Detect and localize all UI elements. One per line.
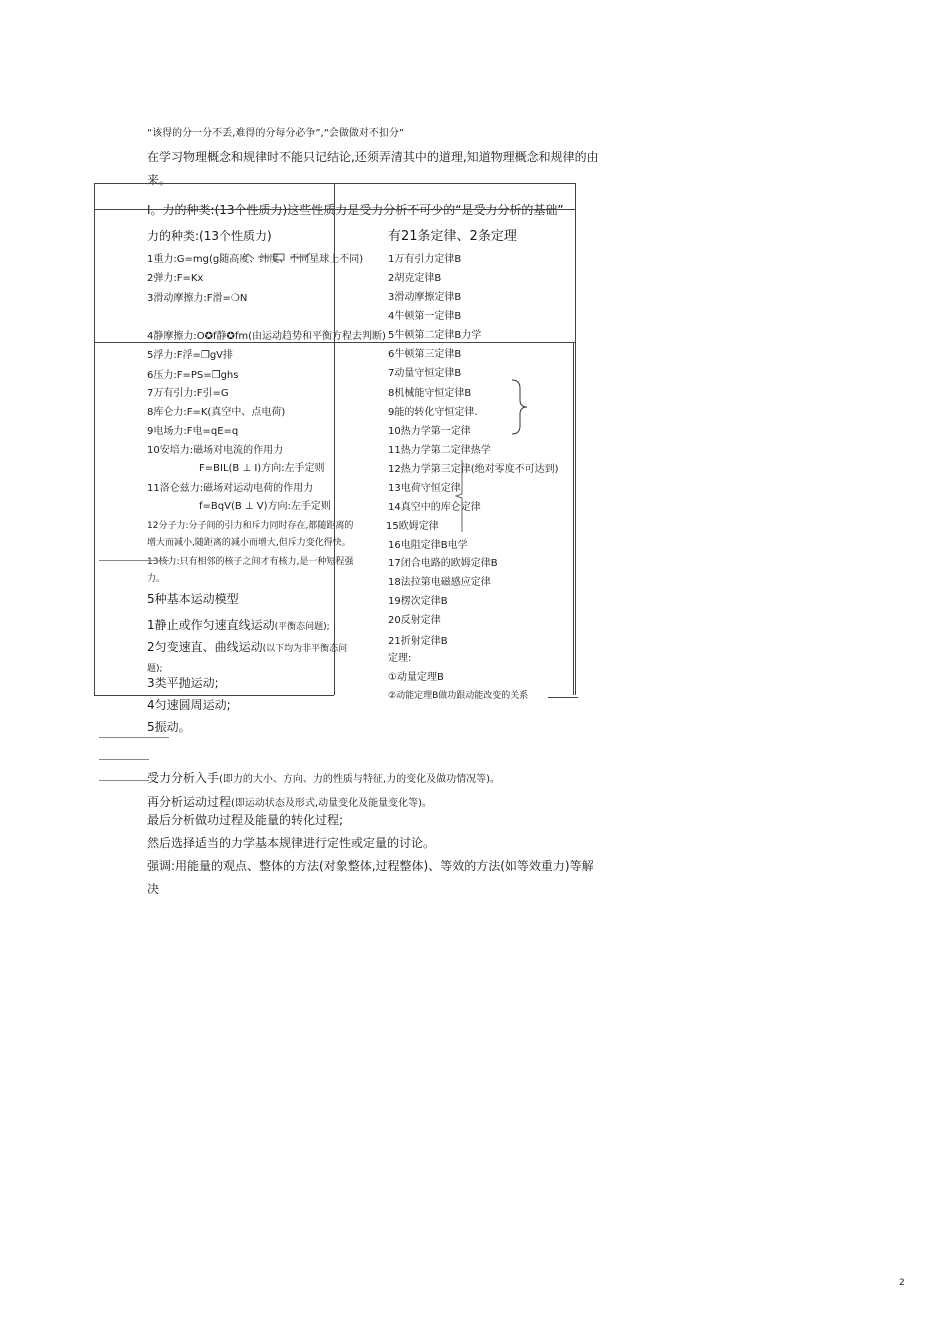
force-item: 3滑动摩擦力:F滑=❍N	[147, 293, 248, 304]
force-item: 7万有引力:F引=G	[147, 388, 229, 399]
force-item: 12分子力:分子间的引力和斥力同时存在,都随距离的	[147, 521, 354, 531]
stray-line	[99, 780, 149, 781]
force-item: 10安培力:磁场对电流的作用力	[147, 445, 284, 456]
forces-title: 力的种类:(13个性质力)	[147, 229, 272, 243]
stray-line	[99, 759, 149, 760]
force-item: 13核力:只有相邻的核子之间才有核力,是一种短程强	[147, 557, 354, 567]
law-item: ②动能定理B做功跟动能改变的关系	[388, 691, 529, 701]
analysis-line: 最后分析做功过程及能量的转化过程;	[147, 813, 344, 827]
law-item: 1万有引力定律B	[388, 254, 462, 265]
law-item: 2胡克定律B	[388, 273, 442, 284]
left-bracket-icon	[452, 458, 468, 534]
intro-line-2: 来。	[147, 173, 172, 187]
law-item: 18法拉第电磁感应定律	[388, 577, 491, 588]
law-item: 4牛顿第一定律B	[388, 311, 462, 322]
force-item: 8库仑力:F=K(真空中、点电荷)	[147, 407, 286, 418]
right-brace-icon	[508, 378, 532, 436]
scribble-mark-icon	[240, 251, 312, 263]
section-heading: I。力的种类:(13个性质力)这些性质力是受力分析不可少的“是受力分析的基础”	[147, 203, 564, 217]
law-item: 5牛顿第二定律B力学	[388, 330, 482, 341]
intro-line-1: 在学习物理概念和规律时不能只记结论,还须弄清其中的道理,知道物理概念和规律的由	[147, 150, 599, 164]
law-item: 16电阻定律B电学	[388, 540, 468, 551]
law-item: 14真空中的库仑定律	[388, 502, 481, 513]
motion-item: 5振动。	[147, 720, 191, 734]
force-item: 11洛仑兹力:磁场对运动电荷的作用力	[147, 483, 314, 494]
law-item: 定理:	[388, 653, 412, 664]
law-item: 13电荷守恒定律	[388, 483, 461, 494]
law-item: 11热力学第二定律热学	[388, 445, 491, 456]
stray-line	[99, 560, 169, 561]
law-item: ①动量定理B	[388, 672, 444, 683]
analysis-line: 强调:用能量的观点、整体的方法(对象整体,过程整体)、等效的方法(如等效重力)等解	[147, 859, 594, 873]
law-item: 15欧姆定律	[386, 521, 439, 532]
laws-title: 有21条定律、2条定理	[388, 229, 517, 244]
analysis-line: 受力分析入手(即力的大小、方向、力的性质与特征,力的变化及做功情况等)。	[147, 771, 500, 785]
force-item: 9电场力:F电=qE=q	[147, 426, 239, 437]
force-item: 增大而减小,随距离的减小而增大,但斥力变化得快。	[147, 538, 351, 548]
force-item: f=BqV(B ⊥ V)方向:左手定则	[199, 501, 331, 512]
motion-title: 5种基本运动模型	[147, 592, 239, 606]
law-item: 8机械能守恒定律B	[388, 388, 472, 399]
law-item: 9能的转化守恒定律.	[388, 407, 478, 418]
analysis-line: 决	[147, 882, 160, 896]
motion-item: 2匀变速直、曲线运动(以下均为非平衡态问	[147, 640, 348, 654]
law-item: 21折射定律B	[388, 636, 448, 647]
force-item: 5浮力:F浮=❐gV排	[147, 350, 234, 361]
force-item: F=BIL(B ⊥ I)方向:左手定则	[199, 463, 325, 474]
law-item: 17闭合电路的欧姆定律B	[388, 558, 498, 569]
force-item: 6压力:F=PS=❐ghs	[147, 370, 239, 381]
law-item: 7动量守恒定律B	[388, 368, 462, 379]
law-item: 12热力学第三定律(绝对零度不可达到)	[388, 464, 559, 475]
law-item: 3滑动摩擦定律B	[388, 292, 462, 303]
law-item: 19楞次定律B	[388, 596, 448, 607]
stray-line	[99, 737, 169, 738]
analysis-line: 然后选择适当的力学基本规律进行定性或定量的讨论。	[147, 836, 436, 850]
law-item: 6牛顿第三定律B	[388, 349, 462, 360]
motion-item: 1静止或作匀速直线运动(平衡态问题);	[147, 618, 330, 632]
motion-item: 4匀速圆周运动;	[147, 698, 231, 712]
force-item: 1重力:G=mg(g随高度、纬度、不同星球上不同)	[147, 254, 364, 265]
law-item: 20反射定律	[388, 615, 441, 626]
force-item: 2弹力:F=Kx	[147, 273, 204, 284]
force-item: 力。	[147, 574, 166, 584]
page-number: 2	[899, 1278, 905, 1288]
analysis-line: 再分析运动过程(即运动状态及形式,动量变化及能量变化等)。	[147, 795, 432, 809]
law-item: 10热力学第一定律	[388, 426, 471, 437]
motion-item: 题);	[147, 664, 163, 674]
motion-item: 3类平抛运动;	[147, 676, 219, 690]
quote-text: “该得的分一分不丢,难得的分每分必争”,“会做做对不扣分”	[147, 128, 405, 139]
force-item: 4静摩擦力:O✪f静✪fm(由运动趋势和平衡方程去判断)	[147, 331, 386, 342]
